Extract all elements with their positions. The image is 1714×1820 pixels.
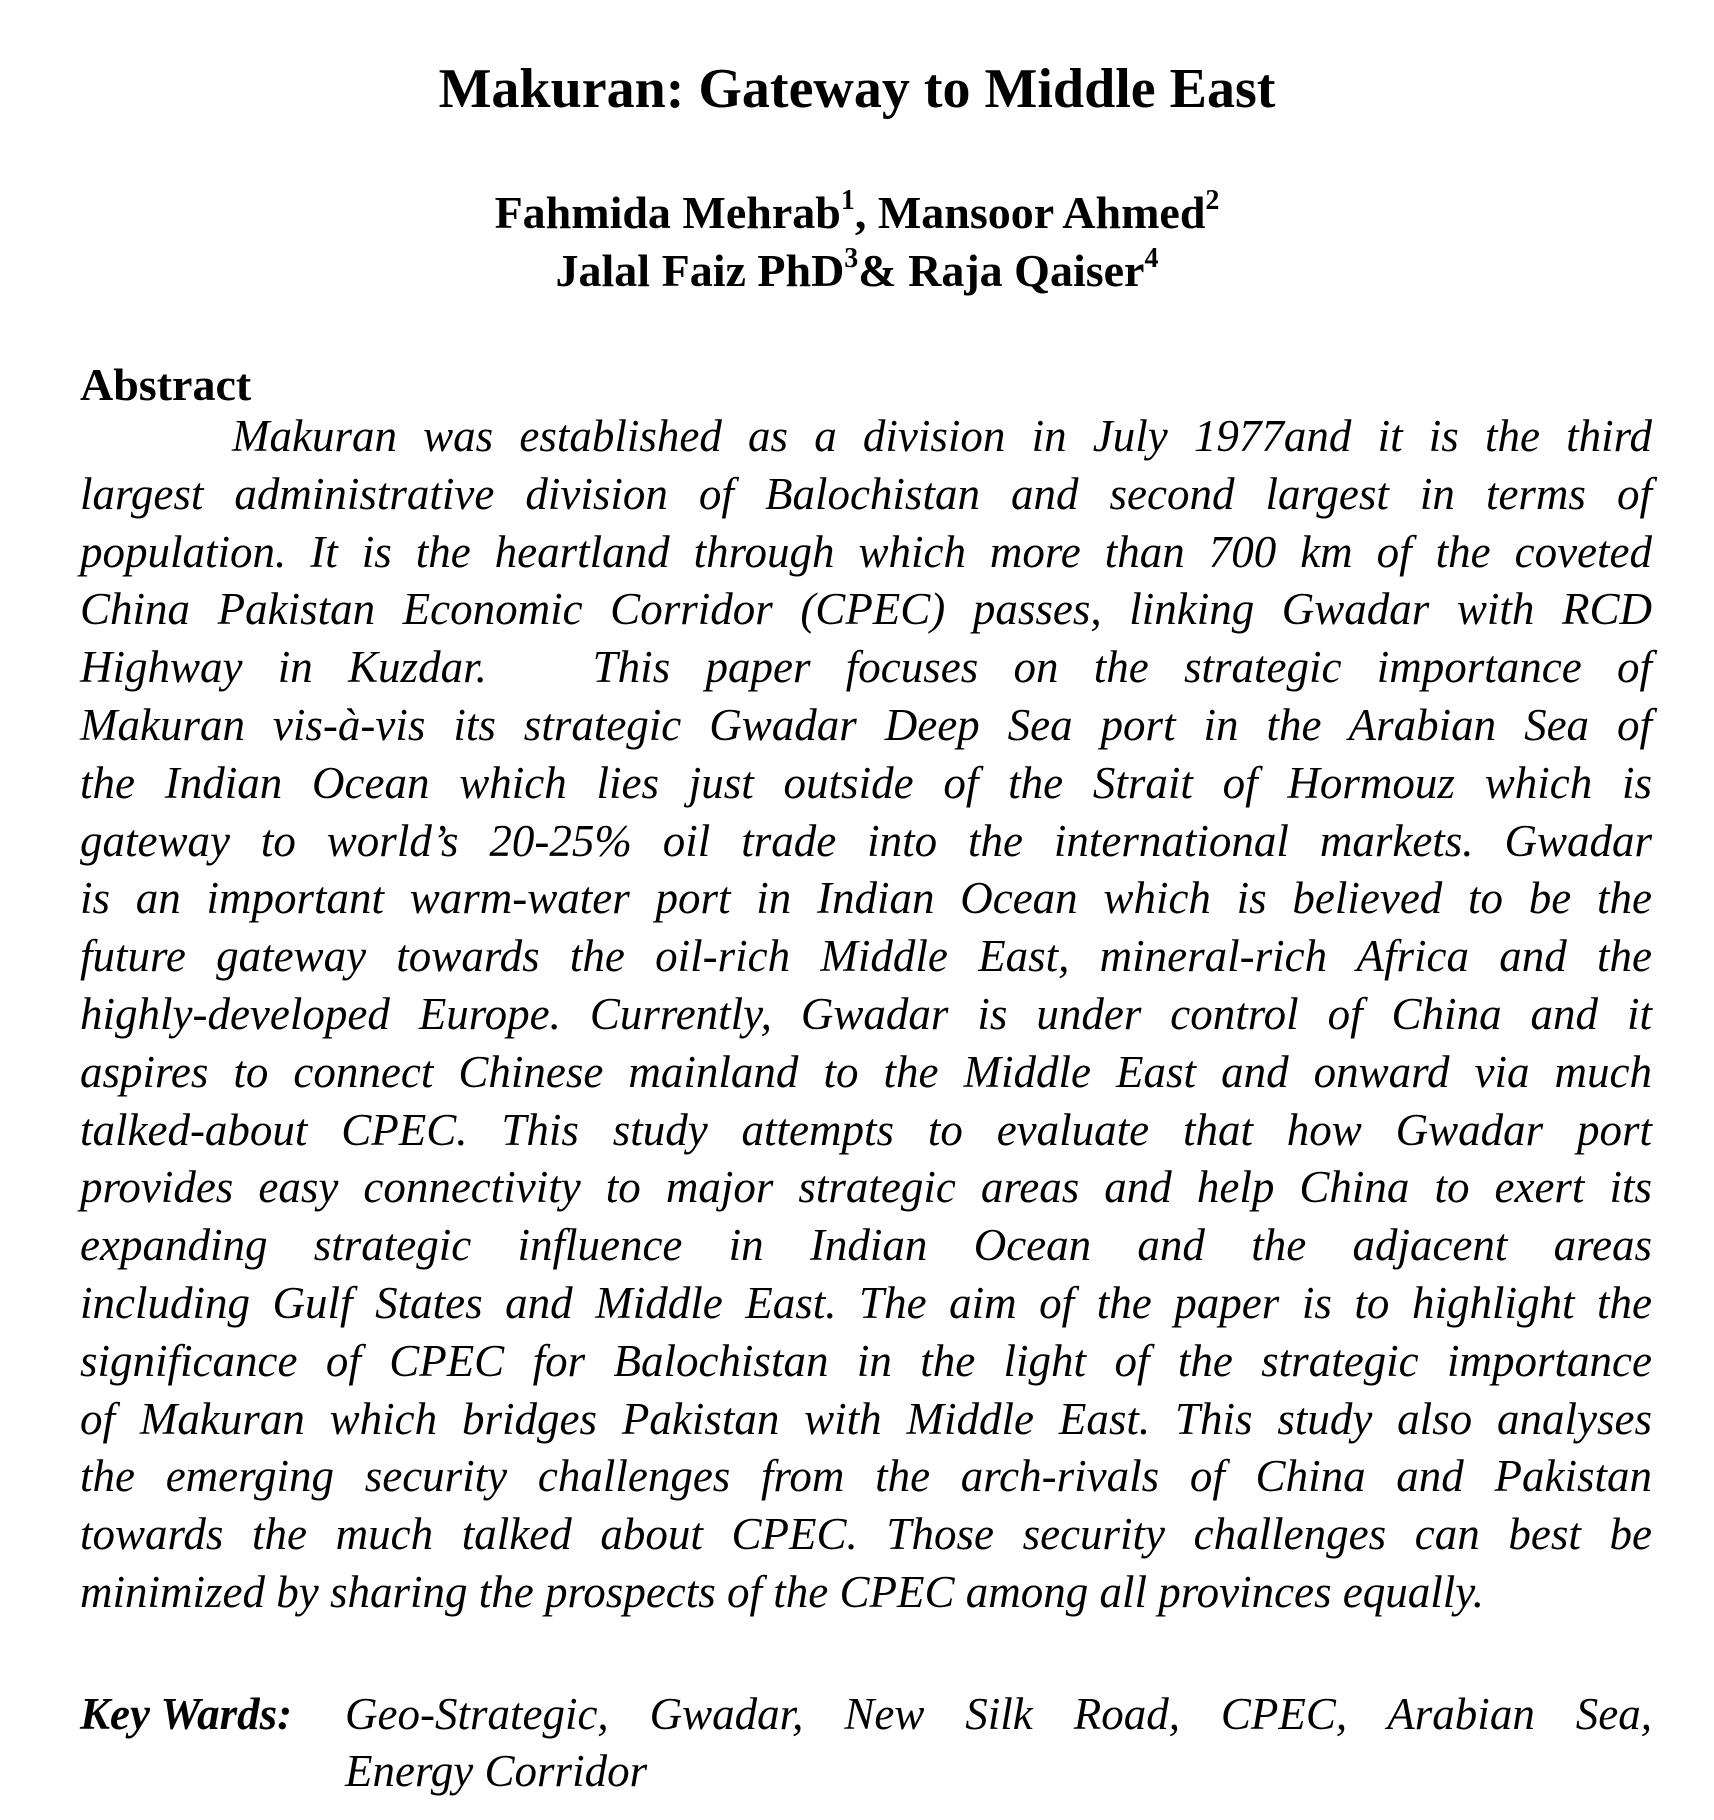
keywords-label: Key Wards: — [80, 1689, 293, 1739]
keywords-block — [80, 1686, 1652, 1800]
author-name: Fahmida Mehrab — [494, 187, 841, 238]
abstract-line: is an important warm-water port in Indian Ocean which is believed to be the — [80, 873, 1652, 924]
abstract-line: Highway in Kuzdar. This paper focuses on the strategic importance of — [80, 642, 1652, 693]
abstract-line: gateway to world’s 20-25% oil trade into the international markets. Gwadar — [80, 815, 1652, 866]
abstract-line: the emerging security challenges from the arch-rivals of China and Pakistan — [80, 1451, 1652, 1502]
abstract-line: minimized by sharing the prospects of the CPEC among all provinces equally. — [80, 1566, 1485, 1617]
abstract-line: expanding strategic influence in Indian Ocean and the adjacent areas — [80, 1220, 1652, 1271]
author-line-2 — [0, 242, 1714, 300]
abstract-line: Makuran vis-à-vis its strategic Gwadar Deep Sea port in the Arabian Sea of — [80, 699, 1652, 750]
author-affiliation-number: 4 — [1144, 242, 1159, 274]
author-affiliation-number: 3 — [844, 242, 859, 274]
keywords-list-line: Energy Corridor — [345, 1746, 648, 1796]
abstract-line: including Gulf States and Middle East. The aim of the paper is to highlight the — [80, 1277, 1652, 1328]
author-name: Mansoor Ahmed — [877, 187, 1206, 238]
keywords-list-line: Geo-Strategic, Gwadar, New Silk Road, CPEC, Arabian Sea, — [345, 1689, 1652, 1739]
author-name: Raja Qaiser — [908, 245, 1145, 296]
author-name: Jalal Faiz PhD — [555, 245, 845, 296]
abstract-line: towards the much talked about CPEC. Those security challenges can best be — [80, 1509, 1652, 1560]
author-separator: & — [858, 245, 909, 296]
keywords-first-row — [80, 1686, 1652, 1743]
author-block — [0, 184, 1714, 300]
abstract-line: talked-about CPEC. This study attempts to evaluate that how Gwadar port — [80, 1104, 1652, 1155]
abstract-line: aspires to connect Chinese mainland to the Middle East and onward via much — [80, 1046, 1652, 1097]
abstract-line: significance of CPEC for Balochistan in the light of the strategic importance — [80, 1335, 1652, 1386]
abstract-line: population. It is the heartland through which more than 700 km of the coveted — [80, 526, 1652, 577]
author-affiliation-number: 2 — [1205, 184, 1220, 216]
abstract-line: of Makuran which bridges Pakistan with Middle East. This study also analyses — [80, 1393, 1652, 1444]
abstract-line: China Pakistan Economic Corridor (CPEC) passes, linking Gwadar with RCD — [80, 584, 1652, 635]
abstract-body — [80, 408, 1652, 1622]
abstract-line: Makuran was established as a division in July 1977and it is the third — [232, 411, 1652, 461]
author-line-1 — [0, 184, 1714, 242]
abstract-line: highly-developed Europe. Currently, Gwadar is under control of China and it — [80, 988, 1652, 1039]
abstract-line: future gateway towards the oil-rich Middle East, mineral-rich Africa and the — [80, 931, 1652, 982]
author-separator: , — [854, 187, 878, 238]
abstract-line: provides easy connectivity to major strategic areas and help China to exert its — [80, 1162, 1652, 1213]
abstract-line: the Indian Ocean which lies just outside of the Strait of Hormouz which is — [80, 757, 1652, 808]
paper-title: Makuran: Gateway to Middle East — [438, 58, 1276, 120]
abstract-line: largest administrative division of Balochistan and second largest in terms of — [80, 468, 1652, 519]
abstract-heading: Abstract — [80, 359, 252, 410]
author-affiliation-number: 1 — [840, 184, 855, 216]
